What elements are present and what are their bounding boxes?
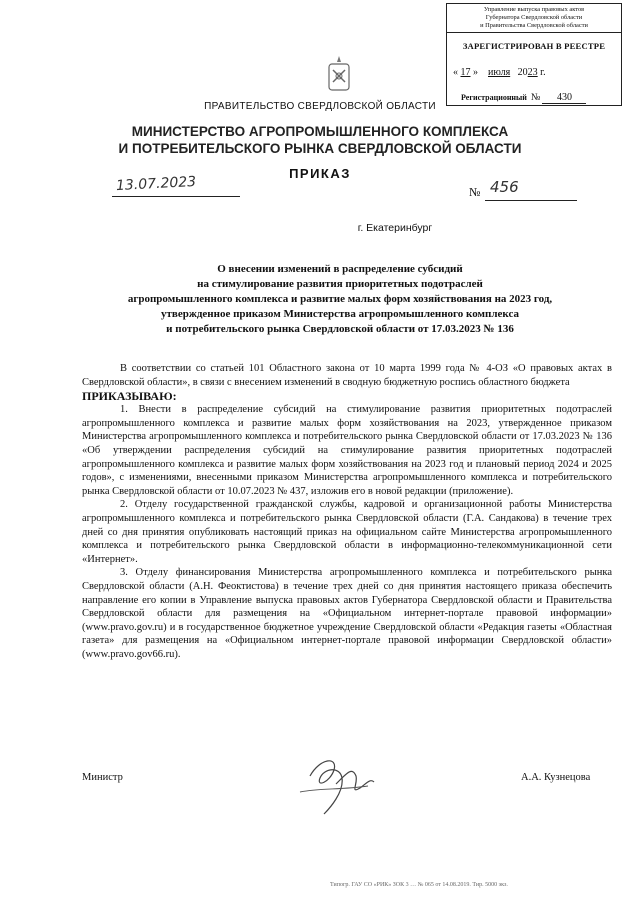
- handwritten-date: 13.07.2023: [115, 173, 197, 195]
- title-line: агропромышленного комплекса и развитие малых форм хозяйствования на 2023 год,: [127, 293, 553, 305]
- order-item-3: 3. Отделу финансирования Министерства агропромышленного комплекса и потребительского рынка Свердловской области (А.Н. Феоктистова) в течение трех дней со дня принятия настоящего приказа обеспечить направление его копии в Управление выпуска правовых актов Губернатора Свердловской области и Правительства Свердловской области для размещения на «Официальном интернет-портале правовой информации» (www.pravo.gov.ru) и в государственное бюджетное учреждение Свердловской области «Редакция газеты «Областная газета» для размещения на «Официальном интернет-портале правовой информации Свердловской области» (www.pravo.gov66.ru).: [82, 567, 612, 660]
- document-title: [70, 262, 610, 337]
- order-item-1: 1. Внести в распределение субсидий на стимулирование развития приоритетных подотраслей агропромышленного комплекса и развитие малых форм хозяйствования на 2023, утвержденное приказом Министерства агропромышленного комплекса и потребительского рынка Свердловской области от 17.03.2023 № 136 «Об утверждении распределения субсидий на стимулирование развития приоритетных подотраслей агропромышленного комплекса и развитие малых форм хозяйствования на 2023 год и плановый период 2024 и 2025 годов», с изменениями, внесенными приказом Министерства агропромышленного комплекса и потребительского рынка Свердловской области от 10.07.2023 № 437, изложив его в новой редакции (приложение).: [82, 404, 612, 497]
- order-item-2: 2. Отделу государственной гражданской службы, кадровой и организационной работы Министерства агропромышленного комплекса и потребительского рынка Свердловской области (Г.А. Сандакова) в течение трех дней со дня принятия опубликовать настоящий приказ на официальном сайте Министерства агропромышленного комплекса и потребительского рынка Свердловской области в информационно-телекоммуникационной сети «Интернет».: [82, 499, 612, 565]
- number-sign: №: [469, 185, 481, 199]
- signer-title: Министр: [82, 772, 123, 783]
- city: г. Екатеринбург: [357, 222, 433, 234]
- stamp-month: июля: [488, 67, 511, 78]
- handwritten-signature: [290, 748, 380, 818]
- stamp-date: « 17 » июля 2023 г.: [453, 67, 546, 78]
- document-body: [82, 362, 612, 661]
- stamp-day: 17: [460, 67, 471, 78]
- handwritten-number: 456: [490, 178, 519, 196]
- title-line: утвержденное приказом Министерства агропромышленного комплекса: [161, 308, 519, 320]
- title-line: и потребительского рынка Свердловской области от 17.03.2023 № 136: [166, 323, 514, 335]
- stamp-year-suffix: 23: [527, 67, 538, 78]
- print-footer: Типогр. ГАУ СО «РИК» ЗОК 3 … № 065 от 14.08.2019. Тир. 5000 экз.: [330, 882, 508, 888]
- stamp-year-tail: г.: [540, 67, 546, 78]
- title-line: О внесении изменений в распределение субсидий: [217, 263, 463, 275]
- stamp-year-prefix: 20: [517, 67, 528, 78]
- number-underline: [485, 200, 577, 201]
- registration-stamp: [446, 3, 622, 106]
- stamp-reg-sign: №: [530, 92, 541, 103]
- stamp-header-line: Управление выпуска правовых актов: [483, 6, 585, 13]
- ministry-name: [0, 123, 640, 157]
- stamp-header: [447, 4, 621, 33]
- ministry-line: И ПОТРЕБИТЕЛЬСКОГО РЫНКА СВЕРДЛОВСКОЙ ОБЛАСТИ: [118, 141, 522, 156]
- date-underline: [112, 196, 240, 197]
- signer-name: А.А. Кузнецова: [521, 772, 591, 783]
- stamp-reg-number: 430: [542, 92, 586, 104]
- government-name: ПРАВИТЕЛЬСТВО СВЕРДЛОВСКОЙ ОБЛАСТИ: [204, 101, 436, 112]
- preamble: В соответствии со статьей 101 Областного закона от 10 марта 1999 года № 4-ОЗ «О правовых актах в Свердловской области», в связи с внесением изменений в сводную бюджетную роспись областного бюджета: [82, 363, 612, 388]
- title-line: на стимулирование развития приоритетных подотраслей: [197, 278, 483, 290]
- stamp-registered-label: ЗАРЕГИСТРИРОВАН В РЕЕСТРЕ: [462, 41, 606, 51]
- stamp-header-line: Губернатора Свердловской области: [485, 14, 583, 21]
- order-word: ПРИКАЗЫВАЮ:: [82, 389, 177, 404]
- coat-of-arms-emblem: [326, 54, 352, 94]
- stamp-reg-label: Регистрационный: [461, 93, 527, 102]
- document-type: ПРИКАЗ: [289, 166, 351, 181]
- stamp-header-line: и Правительства Свердловской области: [480, 22, 588, 29]
- ministry-line: МИНИСТЕРСТВО АГРОПРОМЫШЛЕННОГО КОМПЛЕКСА: [131, 124, 509, 139]
